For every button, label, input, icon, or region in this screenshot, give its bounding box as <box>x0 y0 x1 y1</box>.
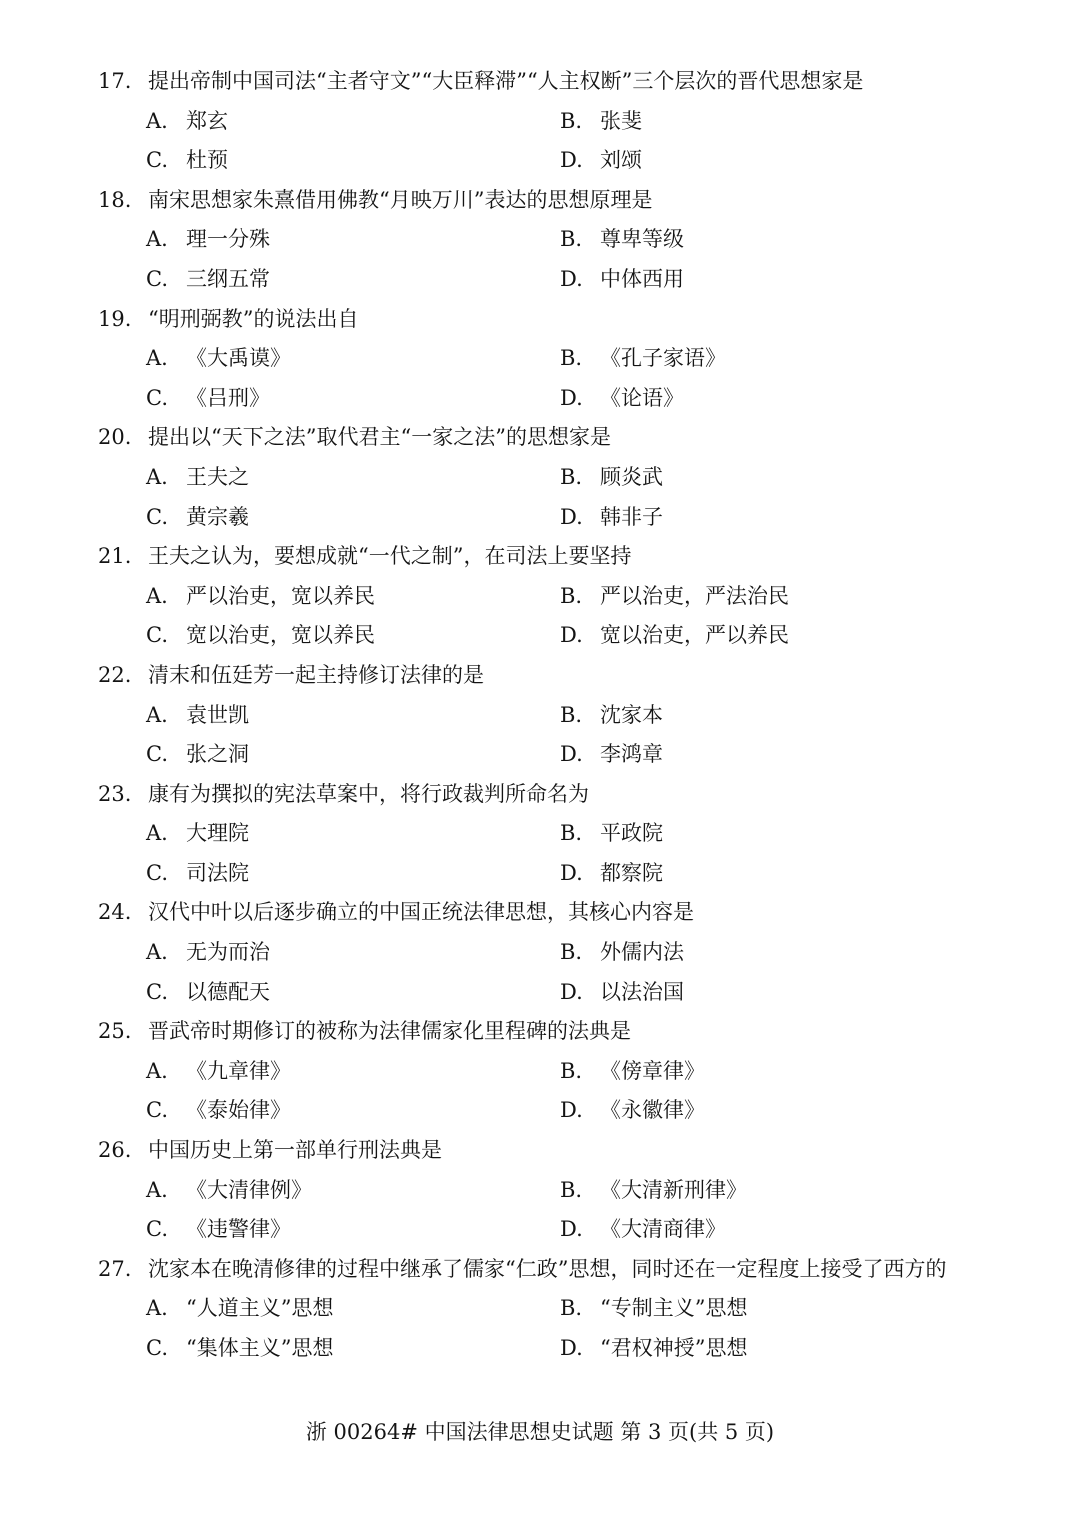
option-letter: C. <box>146 1098 168 1123</box>
question-stem <box>98 62 998 102</box>
option-text: 《泰始律》 <box>186 1098 291 1123</box>
options-row <box>98 616 998 656</box>
options-row <box>98 577 998 617</box>
answer-option <box>146 1171 560 1211</box>
option-letter: A. <box>146 1177 168 1202</box>
question-text: “明刑弼教”的说法出自 <box>148 306 359 331</box>
answer-option <box>146 973 560 1013</box>
options-row <box>98 1091 998 1131</box>
answer-option <box>560 458 974 498</box>
option-letter: B. <box>560 1058 583 1083</box>
option-text: 张之洞 <box>186 742 249 767</box>
option-text: 《大清商律》 <box>600 1217 726 1242</box>
question-number: 21. <box>98 544 132 569</box>
option-text: 严以治吏，严法治民 <box>600 583 789 608</box>
option-text: 以法治国 <box>600 979 684 1004</box>
option-text: 《吕刑》 <box>186 385 270 410</box>
answer-option <box>560 141 974 181</box>
option-text: 都察院 <box>600 860 663 885</box>
answer-option <box>560 220 974 260</box>
answer-option <box>146 141 560 181</box>
question-stem <box>98 893 998 933</box>
answer-option <box>146 1329 560 1369</box>
options-row <box>98 933 998 973</box>
question-stem <box>98 775 998 815</box>
option-letter: C. <box>146 148 168 173</box>
option-letter: C. <box>146 504 168 529</box>
options-row <box>98 1052 998 1092</box>
option-letter: A. <box>146 108 168 133</box>
question-number: 17. <box>98 69 132 93</box>
option-text: 尊卑等级 <box>600 227 684 252</box>
answer-option <box>560 696 974 736</box>
answer-option <box>560 260 974 300</box>
question-item <box>98 1250 998 1369</box>
options-row <box>98 735 998 775</box>
option-text: 李鸿章 <box>600 742 663 767</box>
option-letter: A. <box>146 346 168 371</box>
option-letter: D. <box>560 504 583 529</box>
option-text: 以德配天 <box>186 979 270 1004</box>
answer-option <box>146 696 560 736</box>
options-row <box>98 854 998 894</box>
answer-option <box>146 220 560 260</box>
option-letter: B. <box>560 1177 583 1202</box>
question-stem <box>98 537 998 577</box>
options-row <box>98 973 998 1013</box>
answer-option <box>560 379 974 419</box>
option-text: 无为而治 <box>186 940 270 965</box>
question-stem <box>98 181 998 221</box>
question-stem <box>98 418 998 458</box>
option-letter: C. <box>146 742 168 767</box>
question-item <box>98 181 998 300</box>
option-letter: B. <box>560 227 583 252</box>
options-row <box>98 1210 998 1250</box>
option-letter: A. <box>146 1058 168 1083</box>
answer-option <box>560 498 974 538</box>
option-letter: D. <box>560 385 583 410</box>
answer-option <box>146 1289 560 1329</box>
option-text: 三纲五常 <box>186 266 270 291</box>
option-text: 《永徽律》 <box>600 1098 705 1123</box>
question-stem <box>98 1012 998 1052</box>
option-text: “君权神授”思想 <box>600 1336 748 1360</box>
options-row <box>98 1171 998 1211</box>
answer-option <box>560 1171 974 1211</box>
option-text: 《孔子家语》 <box>600 346 726 371</box>
answer-option <box>560 854 974 894</box>
question-stem <box>98 1250 998 1290</box>
option-letter: D. <box>560 1217 583 1242</box>
answer-option <box>146 102 560 142</box>
answer-option <box>146 735 560 775</box>
option-letter: C. <box>146 979 168 1004</box>
option-letter: B. <box>560 1296 583 1321</box>
option-letter: D. <box>560 266 583 291</box>
answer-option <box>560 102 974 142</box>
question-list <box>98 62 998 1369</box>
question-text: 康有为撰拟的宪法草案中，将行政裁判所命名为 <box>148 781 589 806</box>
option-text: 严以治吏，宽以养民 <box>186 583 375 608</box>
question-number: 25. <box>98 1019 132 1044</box>
option-text: 黄宗羲 <box>186 504 249 529</box>
answer-option <box>146 577 560 617</box>
question-text: 王夫之认为，要想成就“一代之制”，在司法上要坚持 <box>148 544 632 569</box>
answer-option <box>146 814 560 854</box>
question-item <box>98 656 998 775</box>
option-text: “专制主义”思想 <box>600 1296 748 1321</box>
option-text: 《大禹谟》 <box>186 346 291 371</box>
option-letter: A. <box>146 583 168 608</box>
option-letter: A. <box>146 464 168 489</box>
option-letter: A. <box>146 940 168 965</box>
question-text: 南宋思想家朱熹借用佛教“月映万川”表达的思想原理是 <box>148 187 653 212</box>
answer-option <box>146 379 560 419</box>
option-text: 《大清新刑律》 <box>600 1177 747 1202</box>
option-letter: A. <box>146 227 168 252</box>
option-text: 中体西用 <box>600 266 684 291</box>
answer-option <box>146 933 560 973</box>
option-text: 大理院 <box>186 821 249 846</box>
option-text: “人道主义”思想 <box>186 1296 334 1321</box>
option-text: 王夫之 <box>186 464 249 489</box>
question-item <box>98 1131 998 1250</box>
answer-option <box>560 735 974 775</box>
question-number: 22. <box>98 662 132 687</box>
answer-option <box>146 1091 560 1131</box>
option-letter: D. <box>560 148 583 173</box>
option-letter: C. <box>146 1217 168 1242</box>
option-text: 杜预 <box>186 148 228 173</box>
question-number: 18. <box>98 187 132 212</box>
option-letter: C. <box>146 623 168 648</box>
question-number: 24. <box>98 900 132 925</box>
option-text: 刘颂 <box>600 148 642 173</box>
answer-option <box>146 458 560 498</box>
option-letter: B. <box>560 821 583 846</box>
answer-option <box>560 577 974 617</box>
options-row <box>98 498 998 538</box>
options-row <box>98 458 998 498</box>
question-text: 晋武帝时期修订的被称为法律儒家化里程碑的法典是 <box>148 1019 631 1044</box>
option-text: 郑玄 <box>186 108 228 133</box>
answer-option <box>146 616 560 656</box>
option-letter: C. <box>146 1336 168 1360</box>
options-row <box>98 141 998 181</box>
option-letter: B. <box>560 940 583 965</box>
options-row <box>98 260 998 300</box>
answer-option <box>146 1052 560 1092</box>
answer-option <box>560 616 974 656</box>
answer-option <box>560 1289 974 1329</box>
question-number: 23. <box>98 781 132 806</box>
question-item <box>98 300 998 419</box>
option-letter: D. <box>560 979 583 1004</box>
question-number: 20. <box>98 425 132 450</box>
question-item <box>98 893 998 1012</box>
option-text: 外儒内法 <box>600 940 684 965</box>
option-text: 张斐 <box>600 108 642 133</box>
option-letter: B. <box>560 702 583 727</box>
options-row <box>98 814 998 854</box>
answer-option <box>560 973 974 1013</box>
options-row <box>98 339 998 379</box>
page-footer: 浙 00264# 中国法律思想史试题 第 3 页(共 5 页) <box>305 1420 775 1444</box>
option-letter: D. <box>560 860 583 885</box>
answer-option <box>560 1210 974 1250</box>
options-row <box>98 220 998 260</box>
options-row <box>98 379 998 419</box>
options-row <box>98 696 998 736</box>
question-number: 19. <box>98 306 132 331</box>
option-text: 宽以治吏，严以养民 <box>600 623 789 648</box>
option-letter: D. <box>560 742 583 767</box>
option-text: 《违警律》 <box>186 1217 291 1242</box>
option-letter: A. <box>146 702 168 727</box>
option-text: 《傍章律》 <box>600 1058 705 1083</box>
answer-option <box>560 339 974 379</box>
question-text: 提出以“天下之法”取代君主“一家之法”的思想家是 <box>148 425 611 450</box>
question-stem <box>98 300 998 340</box>
option-letter: C. <box>146 860 168 885</box>
answer-option <box>146 339 560 379</box>
option-text: 《九章律》 <box>186 1058 291 1083</box>
question-item <box>98 537 998 656</box>
option-letter: D. <box>560 1098 583 1123</box>
option-text: 韩非子 <box>600 504 663 529</box>
options-row <box>98 1329 998 1369</box>
option-letter: D. <box>560 623 583 648</box>
answer-option <box>560 1329 974 1369</box>
question-text: 沈家本在晚清修律的过程中继承了儒家“仁政”思想，同时还在一定程度上接受了西方的 <box>148 1256 947 1281</box>
question-text: 清末和伍廷芳一起主持修订法律的是 <box>148 662 484 687</box>
question-number: 27. <box>98 1256 132 1281</box>
option-letter: D. <box>560 1336 583 1360</box>
option-letter: B. <box>560 583 583 608</box>
question-text: 提出帝制中国司法“主者守文”“大臣释滞”“人主权断”三个层次的晋代思想家是 <box>148 69 864 93</box>
answer-option <box>146 498 560 538</box>
answer-option <box>560 1052 974 1092</box>
option-letter: B. <box>560 346 583 371</box>
option-text: 宽以治吏，宽以养民 <box>186 623 375 648</box>
question-item <box>98 418 998 537</box>
question-item <box>98 62 998 181</box>
option-letter: B. <box>560 464 583 489</box>
option-text: 沈家本 <box>600 702 663 727</box>
question-text: 中国历史上第一部单行刑法典是 <box>148 1138 442 1163</box>
question-stem <box>98 656 998 696</box>
answer-option <box>146 260 560 300</box>
option-text: 理一分殊 <box>186 227 270 252</box>
option-letter: C. <box>146 266 168 291</box>
answer-option <box>560 1091 974 1131</box>
options-row <box>98 102 998 142</box>
question-item <box>98 775 998 894</box>
answer-option <box>560 933 974 973</box>
option-letter: C. <box>146 385 168 410</box>
answer-option <box>560 814 974 854</box>
answer-option <box>146 854 560 894</box>
option-letter: A. <box>146 821 168 846</box>
option-letter: A. <box>146 1296 168 1321</box>
question-item <box>98 1012 998 1131</box>
option-text: 袁世凯 <box>186 702 249 727</box>
option-text: 平政院 <box>600 821 663 846</box>
option-text: 顾炎武 <box>600 464 663 489</box>
option-text: 司法院 <box>186 860 249 885</box>
answer-option <box>146 1210 560 1250</box>
option-text: 《大清律例》 <box>186 1177 312 1202</box>
option-letter: B. <box>560 108 583 133</box>
question-number: 26. <box>98 1138 132 1163</box>
question-text: 汉代中叶以后逐步确立的中国正统法律思想，其核心内容是 <box>148 900 694 925</box>
option-text: 《论语》 <box>600 385 684 410</box>
options-row <box>98 1289 998 1329</box>
question-stem <box>98 1131 998 1171</box>
option-text: “集体主义”思想 <box>186 1336 334 1360</box>
